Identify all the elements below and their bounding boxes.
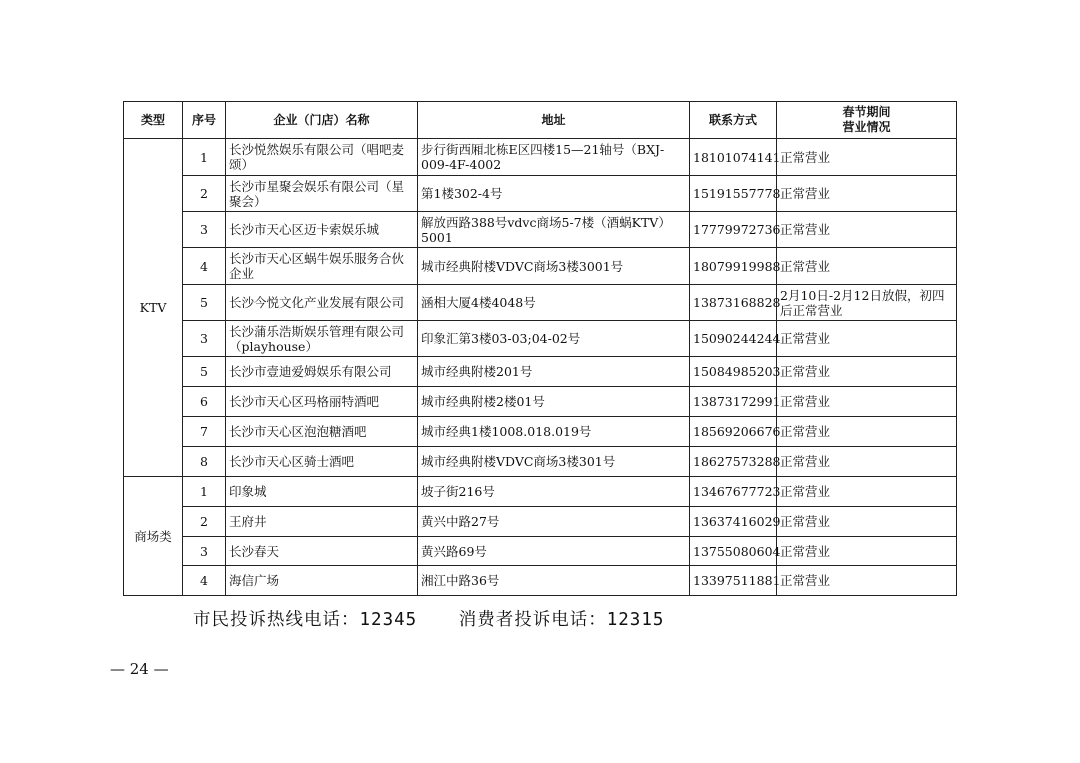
cell-no: 4 — [183, 566, 226, 596]
page-number: — 24 — — [110, 660, 169, 678]
cell-name: 印象城 — [226, 477, 418, 507]
table-row — [124, 212, 957, 248]
table-header-row — [124, 102, 957, 139]
cell-no: 2 — [183, 507, 226, 537]
cell-no: 8 — [183, 447, 226, 477]
cell-status: 正常营业 — [777, 139, 957, 176]
cell-name: 长沙今悦文化产业发展有限公司 — [226, 285, 418, 321]
cell-name: 长沙悦然娱乐有限公司（唱吧麦颂） — [226, 139, 418, 176]
cell-no: 5 — [183, 357, 226, 387]
cell-phone: 13873168828 — [690, 285, 777, 321]
citizen-hotline: 市民投诉热线电话：12345 — [193, 610, 418, 630]
table-row — [124, 477, 957, 507]
cell-address: 湘江中路36号 — [418, 566, 690, 596]
table-row — [124, 387, 957, 417]
cell-no: 3 — [183, 537, 226, 566]
cell-address: 黄兴路69号 — [418, 537, 690, 566]
cell-no: 3 — [183, 212, 226, 248]
table-row — [124, 139, 957, 176]
cell-phone: 13873172991 — [690, 387, 777, 417]
table-row — [124, 285, 957, 321]
table-body — [124, 139, 957, 596]
table-row — [124, 447, 957, 477]
cell-phone: 15090244244 — [690, 321, 777, 357]
cell-phone: 15084985203 — [690, 357, 777, 387]
cell-address: 坡子街216号 — [418, 477, 690, 507]
cell-status: 正常营业 — [777, 321, 957, 357]
complaint-hotlines — [193, 606, 694, 631]
cell-no: 7 — [183, 417, 226, 447]
cell-name: 长沙春天 — [226, 537, 418, 566]
cell-phone: 13755080604 — [690, 537, 777, 566]
cell-type: 商场类 — [124, 477, 183, 596]
consumer-hotline: 消费者投诉电话：12315 — [458, 610, 665, 630]
cell-status: 正常营业 — [777, 417, 957, 447]
header-status-line1: 春节期间 — [842, 105, 891, 119]
cell-no: 6 — [183, 387, 226, 417]
cell-status: 正常营业 — [777, 212, 957, 248]
business-table — [123, 101, 957, 596]
header-no: 序号 — [183, 102, 226, 139]
cell-address: 城市经典1楼1008.018.019号 — [418, 417, 690, 447]
header-status-line2: 营业情况 — [842, 120, 891, 134]
cell-no: 1 — [183, 139, 226, 176]
cell-no: 4 — [183, 248, 226, 285]
cell-address: 城市经典附楼201号 — [418, 357, 690, 387]
cell-phone: 18569206676 — [690, 417, 777, 447]
cell-address: 城市经典附楼VDVC商场3楼3001号 — [418, 248, 690, 285]
cell-name: 长沙市天心区玛格丽特酒吧 — [226, 387, 418, 417]
cell-status: 正常营业 — [777, 387, 957, 417]
cell-phone: 18101074141 — [690, 139, 777, 176]
header-address: 地址 — [418, 102, 690, 139]
cell-name: 长沙市天心区泡泡糖酒吧 — [226, 417, 418, 447]
cell-type: KTV — [124, 139, 183, 477]
cell-name: 长沙市星聚会娱乐有限公司（星聚会） — [226, 176, 418, 212]
cell-phone: 13467677723 — [690, 477, 777, 507]
cell-status: 正常营业 — [777, 447, 957, 477]
header-name: 企业（门店）名称 — [226, 102, 418, 139]
table-row — [124, 537, 957, 566]
header-type: 类型 — [124, 102, 183, 139]
cell-address: 印象汇第3楼03-03;04-02号 — [418, 321, 690, 357]
header-status — [777, 102, 957, 139]
cell-name: 海信广场 — [226, 566, 418, 596]
cell-status: 正常营业 — [777, 248, 957, 285]
header-phone: 联系方式 — [690, 102, 777, 139]
cell-status: 正常营业 — [777, 507, 957, 537]
cell-address: 黄兴中路27号 — [418, 507, 690, 537]
cell-phone: 13397511881 — [690, 566, 777, 596]
cell-status: 正常营业 — [777, 566, 957, 596]
cell-name: 长沙市天心区骑士酒吧 — [226, 447, 418, 477]
cell-name: 长沙蒲乐浩斯娱乐管理有限公司（playhouse） — [226, 321, 418, 357]
table-row — [124, 176, 957, 212]
cell-phone: 18627573288 — [690, 447, 777, 477]
cell-name: 长沙市天心区迈卡索娱乐城 — [226, 212, 418, 248]
table-row — [124, 248, 957, 285]
cell-status: 正常营业 — [777, 537, 957, 566]
cell-no: 1 — [183, 477, 226, 507]
cell-name: 长沙市天心区蜗牛娱乐服务合伙企业 — [226, 248, 418, 285]
cell-address: 解放西路388号vdvc商场5-7楼（酒蜗KTV）5001 — [418, 212, 690, 248]
cell-status: 正常营业 — [777, 477, 957, 507]
table-row — [124, 507, 957, 537]
cell-status: 正常营业 — [777, 176, 957, 212]
cell-address: 城市经典附楼2楼01号 — [418, 387, 690, 417]
cell-phone: 17779972736 — [690, 212, 777, 248]
cell-name: 王府井 — [226, 507, 418, 537]
cell-address: 第1楼302-4号 — [418, 176, 690, 212]
cell-address: 步行街西厢北栋E区四楼15—21轴号（BXJ-009-4F-4002 — [418, 139, 690, 176]
cell-phone: 15191557778 — [690, 176, 777, 212]
cell-address: 涵相大厦4楼4048号 — [418, 285, 690, 321]
table-row — [124, 321, 957, 357]
table-row — [124, 417, 957, 447]
cell-no: 5 — [183, 285, 226, 321]
cell-phone: 18079919988 — [690, 248, 777, 285]
cell-address: 城市经典附楼VDVC商场3楼301号 — [418, 447, 690, 477]
cell-no: 3 — [183, 321, 226, 357]
cell-name: 长沙市壹迪爱姆娱乐有限公司 — [226, 357, 418, 387]
cell-status: 2月10日-2月12日放假，初四后正常营业 — [777, 285, 957, 321]
table-row — [124, 357, 957, 387]
cell-no: 2 — [183, 176, 226, 212]
cell-phone: 13637416029 — [690, 507, 777, 537]
table-row — [124, 566, 957, 596]
cell-status: 正常营业 — [777, 357, 957, 387]
